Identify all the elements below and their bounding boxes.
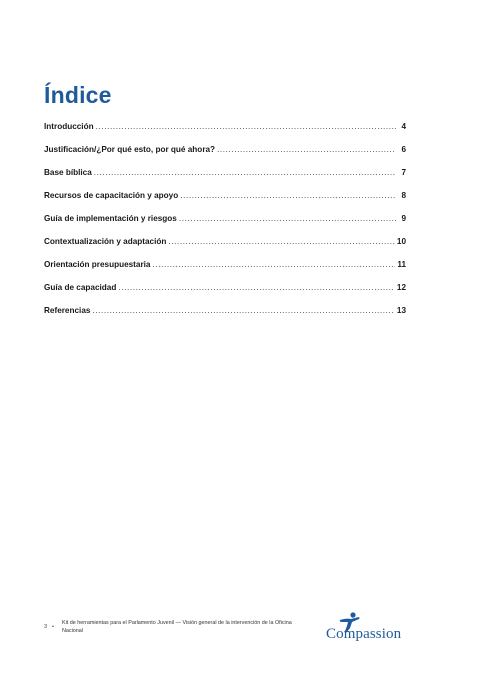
toc-entry-page: 10 xyxy=(396,237,406,246)
toc-entry-label: Referencias xyxy=(44,306,91,315)
toc-entry-page: 4 xyxy=(401,122,406,131)
toc-entry-label: Contextualización y adaptación xyxy=(44,237,167,246)
toc-dot-leader xyxy=(180,191,396,200)
toc-dot-leader xyxy=(168,237,395,246)
toc-entry-justificacion[interactable] xyxy=(44,145,406,168)
toc-entry-guia-implementacion[interactable] xyxy=(44,214,406,237)
page-footer xyxy=(0,612,487,652)
toc-entry-page: 12 xyxy=(396,283,406,292)
toc-entry-page: 11 xyxy=(397,260,406,269)
toc-entry-recursos[interactable] xyxy=(44,191,406,214)
toc-entry-label: Guía de capacidad xyxy=(44,283,117,292)
toc-entry-page: 9 xyxy=(401,214,406,223)
toc-entry-base-biblica[interactable] xyxy=(44,168,406,191)
toc-entry-label: Base bíblica xyxy=(44,168,92,177)
toc-dot-leader xyxy=(118,283,395,292)
toc-entry-label: Guía de implementación y riesgos xyxy=(44,214,177,223)
toc-dot-leader xyxy=(217,145,396,154)
footer-page-number: 3 xyxy=(44,624,48,630)
toc-entry-introduccion[interactable] xyxy=(44,122,406,145)
toc-entry-label: Recursos de capacitación y apoyo xyxy=(44,191,179,200)
toc-entry-page: 7 xyxy=(401,168,406,177)
page-title: Índice xyxy=(44,82,112,108)
toc-entry-referencias[interactable] xyxy=(44,306,406,329)
toc-entry-page: 6 xyxy=(401,145,406,154)
toc-entry-label: Justificación/¿Por qué esto, por qué ahora? xyxy=(44,145,216,154)
toc-entry-contextualizacion[interactable] xyxy=(44,237,406,260)
toc-dot-leader xyxy=(94,168,396,177)
toc-dot-leader xyxy=(92,306,394,315)
footer-document-title: Kit de herramientas para el Parlamento Juvenil — Visión general de la intervención de la Oficina Nacional xyxy=(62,620,292,634)
toc-entry-label: Introducción xyxy=(44,122,94,131)
toc-dot-leader xyxy=(152,260,395,269)
toc-entry-page: 13 xyxy=(396,306,406,315)
toc-dot-leader xyxy=(96,122,396,131)
toc-entry-label: Orientación presupuestaria xyxy=(44,260,151,269)
toc-entry-page: 8 xyxy=(401,191,406,200)
compassion-logo xyxy=(324,612,424,646)
table-of-contents xyxy=(44,122,406,329)
toc-entry-orientacion-presupuestaria[interactable] xyxy=(44,260,406,283)
logo-wordmark: Compassion xyxy=(326,626,402,642)
toc-dot-leader xyxy=(179,214,396,223)
footer-bullet: • xyxy=(52,624,54,630)
toc-entry-guia-capacidad[interactable] xyxy=(44,283,406,306)
